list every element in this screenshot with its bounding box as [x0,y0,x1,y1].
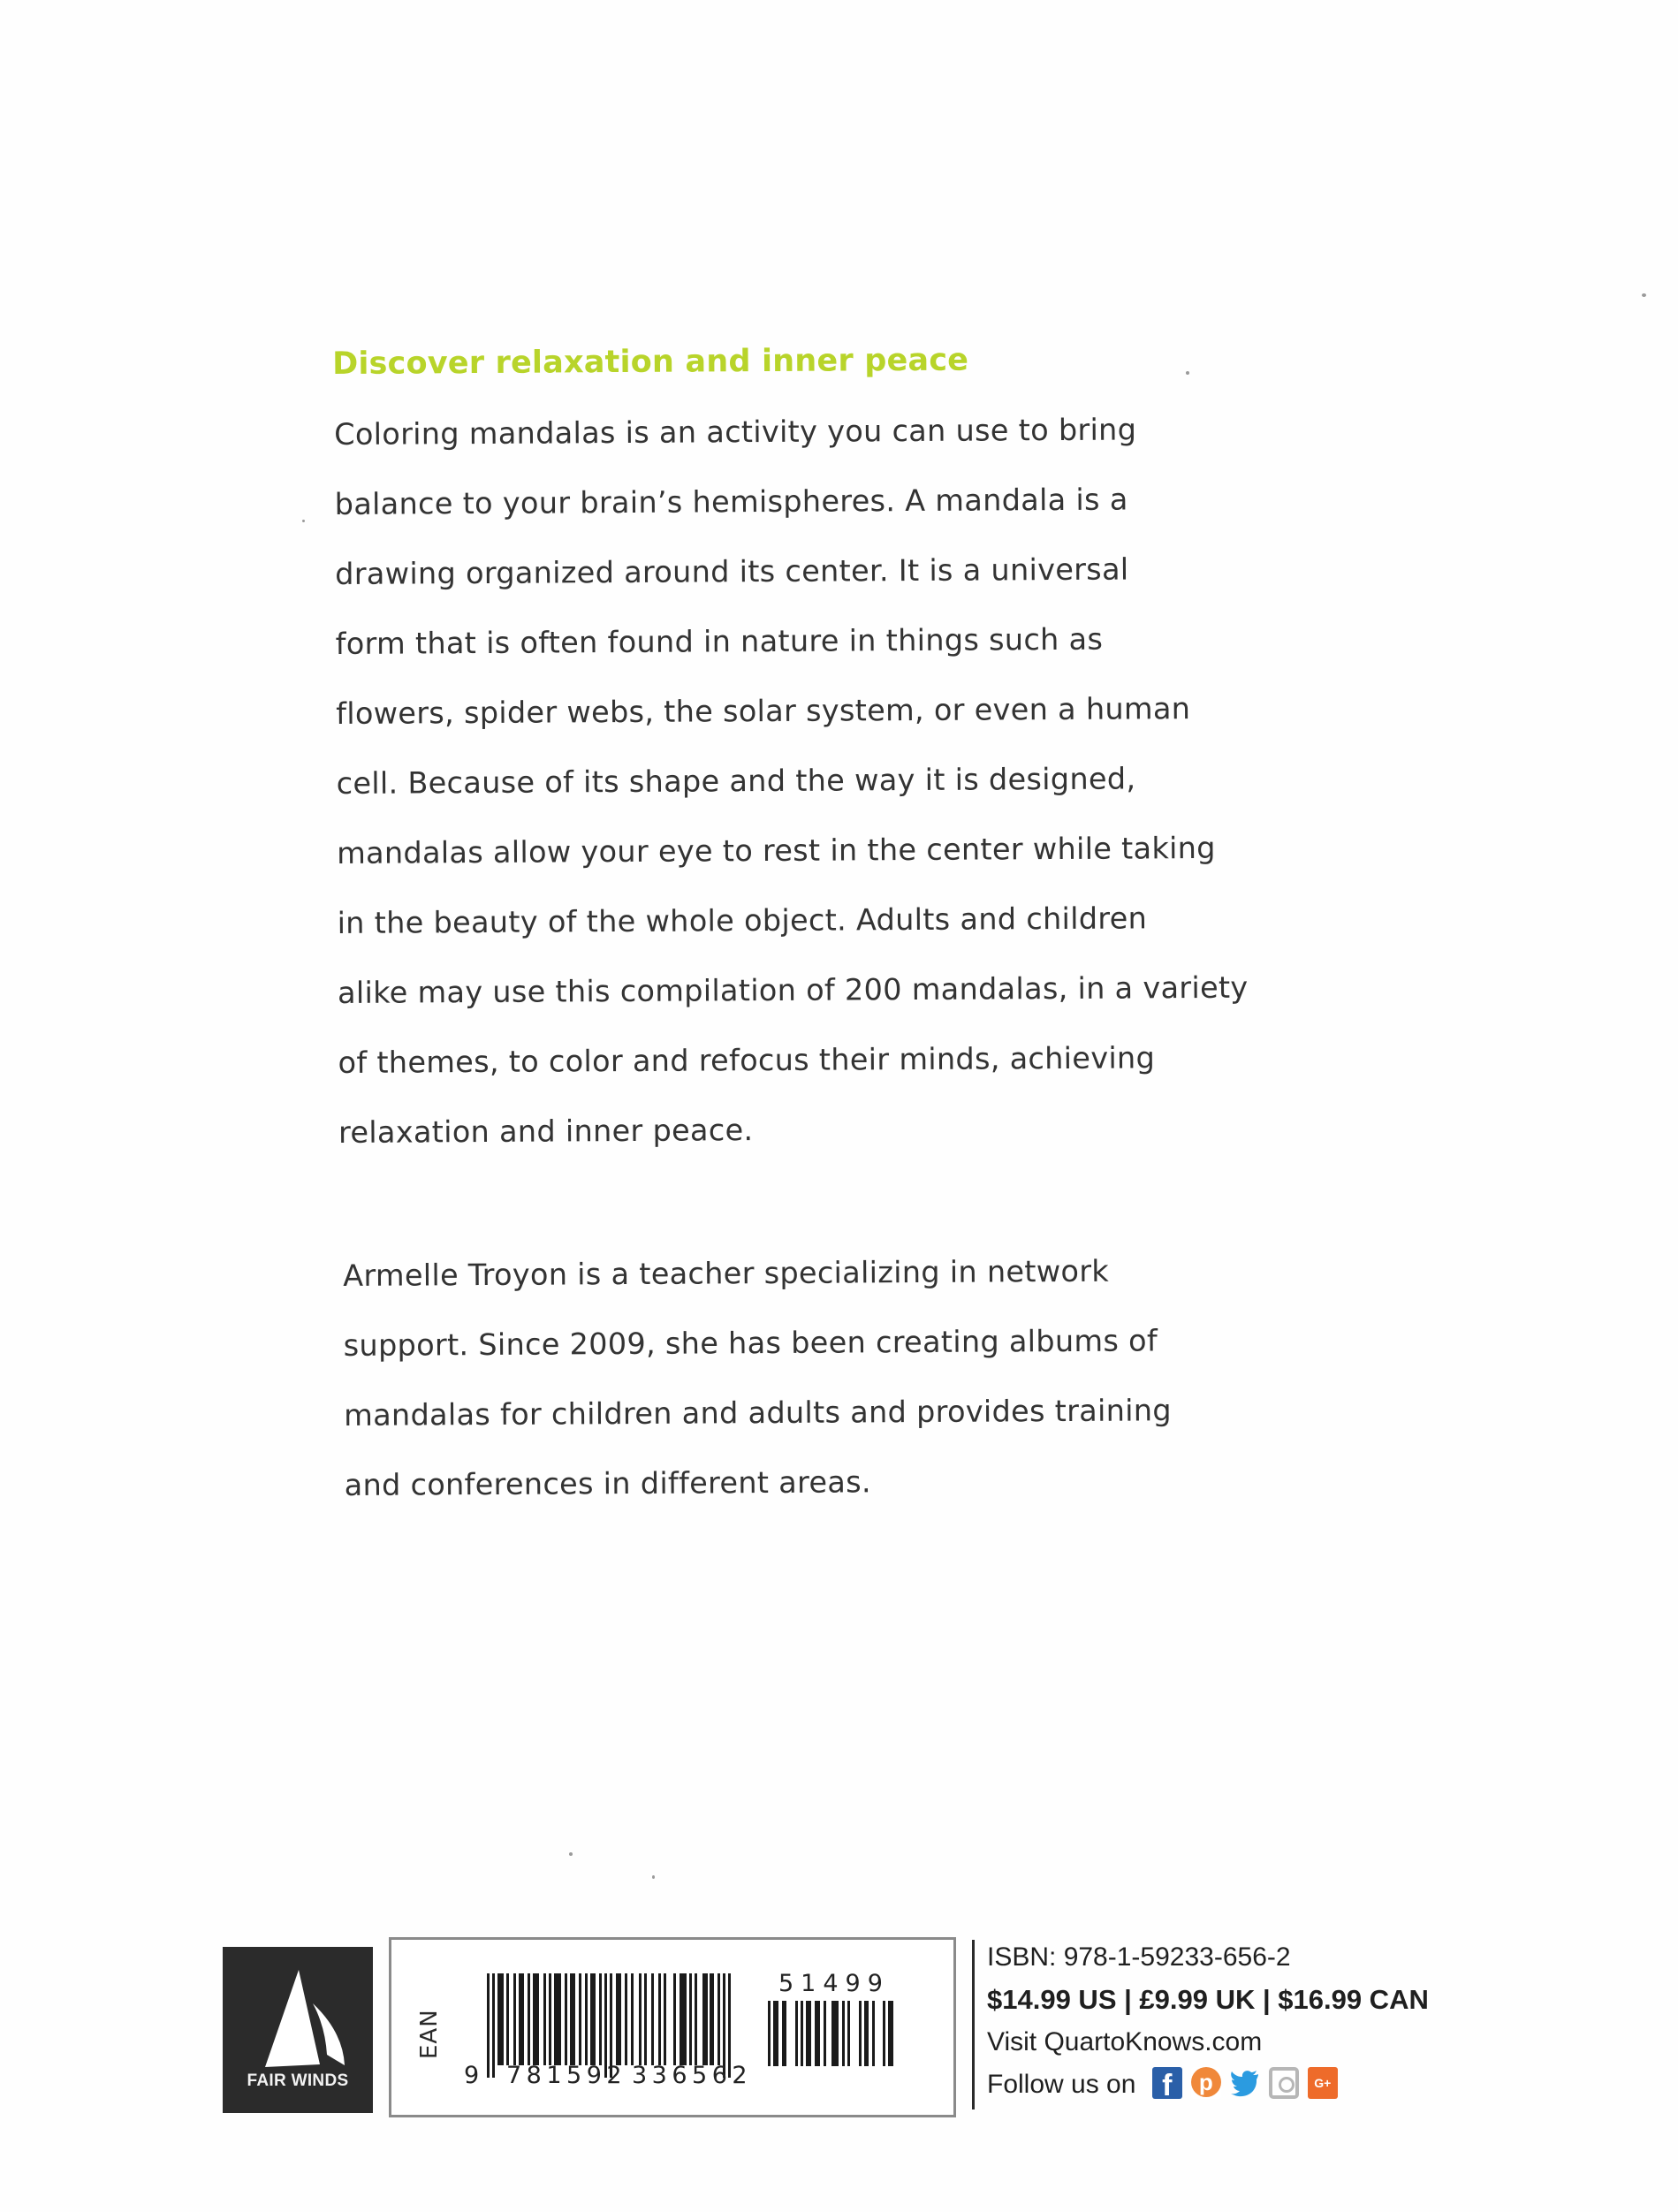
barcode-lead-digit: 9 [464,2062,484,2089]
scan-speck [1186,371,1189,375]
description-line: of themes, to color and refocus their minds, achieving [338,1040,1156,1080]
price: $14.99 US | £9.99 UK | $16.99 CAN [987,1984,1429,2015]
description-line: alike may use this compilation of 200 mandalas, in a variety [337,969,1249,1010]
isbn: ISBN: 978-1-59233-656-2 [987,1942,1291,1972]
facebook-icon[interactable]: f [1152,2067,1182,2099]
barcode-right-digits: 336562 [632,2062,753,2089]
description-paragraph [334,394,1249,1167]
scan-speck [652,1875,655,1879]
description-line: in the beauty of the whole object. Adults and children [337,901,1148,940]
description-line: cell. Because of its shape and the way it is designed, [336,761,1136,801]
follow-row [987,2064,1429,2106]
author-bio-paragraph [343,1235,1173,1520]
sailboat-icon [258,1970,346,2069]
pinterest-glyph: p [1191,2067,1221,2097]
barcode-addon-digits: 51499 [778,1970,890,1997]
twitter-icon[interactable] [1230,2067,1260,2099]
ean-label: EAN [416,2009,443,2059]
bio-line: mandalas for children and adults and provides training [344,1393,1173,1433]
follow-label: Follow us on [987,2070,1136,2099]
description-line: flowers, spider webs, the solar system, or even a human [336,691,1191,731]
description-line: relaxation and inner peace. [338,1113,754,1150]
description-line: drawing organized around its center. It is a universal [335,551,1129,591]
googleplus-icon[interactable]: G+ [1308,2067,1338,2099]
website-link[interactable]: Visit QuartoKnows.com [987,2027,1263,2056]
publisher-logo [223,1947,373,2113]
scan-speck [569,1852,573,1856]
scan-speck [1642,293,1646,297]
publisher-name: FAIR WINDS [247,2071,349,2090]
book-info [972,1940,1429,2109]
pinterest-icon[interactable] [1191,2067,1221,2099]
bio-line: support. Since 2009, she has been creating albums of [343,1323,1158,1363]
barcode-left-digits: 781592 [506,2062,627,2089]
twitter-bird-glyph [1230,2067,1260,2099]
section-heading: Discover relaxation and inner peace [332,342,969,382]
description-line: Coloring mandalas is an activity you can use to bring [334,412,1137,452]
social-icons [1152,2067,1338,2103]
bio-line: and conferences in different areas. [344,1464,871,1502]
instagram-icon[interactable] [1269,2067,1299,2099]
instagram-lens [1279,2077,1295,2093]
bio-line: Armelle Troyon is a teacher specializing in network [343,1253,1110,1293]
description-line: form that is often found in nature in things such as [335,621,1104,661]
description-line: balance to your brain’s hemispheres. A mandala is a [334,482,1128,521]
barcode-box [389,1937,956,2117]
description-line: mandalas allow your eye to rest in the center while taking [337,830,1216,870]
addon-barcode [768,2001,900,2068]
scan-speck [302,520,305,522]
